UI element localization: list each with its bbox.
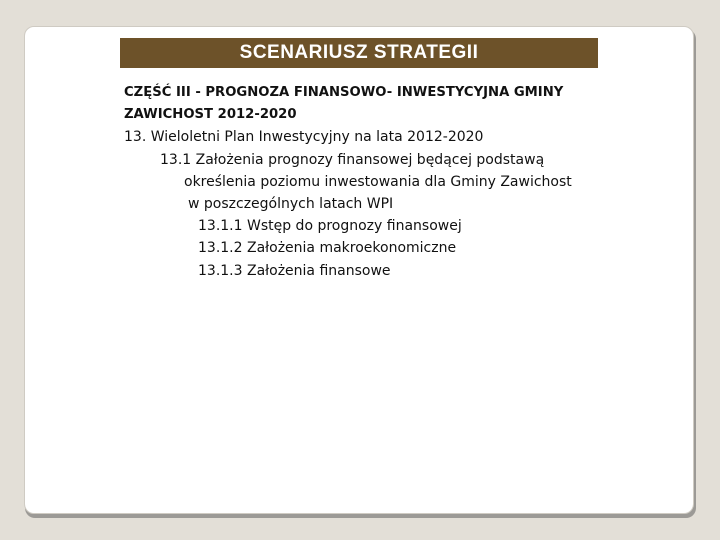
heading-line-1: CZĘŚĆ III - PROGNOZA FINANSOWO- INWESTYCYJNA GMINY: [124, 85, 564, 100]
slide-body: [124, 82, 604, 282]
outline-item-13-1-1: 13.1.1 Wstęp do prognozy finansowej: [198, 218, 462, 235]
outline-item-13-1: 13.1 Założenia prognozy finansowej będącej podstawą: [160, 151, 545, 168]
outline-item-13-1-cont-2: w poszczególnych latach WPI: [188, 196, 394, 213]
outline-item-13-1-3: 13.1.3 Założenia finansowe: [198, 262, 391, 279]
title-bar: [120, 38, 598, 68]
heading-line-2: ZAWICHOST 2012-2020: [124, 107, 297, 123]
outline-item-13: 13. Wieloletni Plan Inwestycyjny na lata 2012-2020: [124, 129, 484, 146]
outline-item-13-1-2: 13.1.2 Założenia makroekonomiczne: [198, 240, 457, 257]
slide-title: SCENARIUSZ STRATEGII: [239, 42, 479, 63]
outline-item-13-1-cont-1: określenia poziomu inwestowania dla Gminy Zawichost: [184, 173, 572, 190]
